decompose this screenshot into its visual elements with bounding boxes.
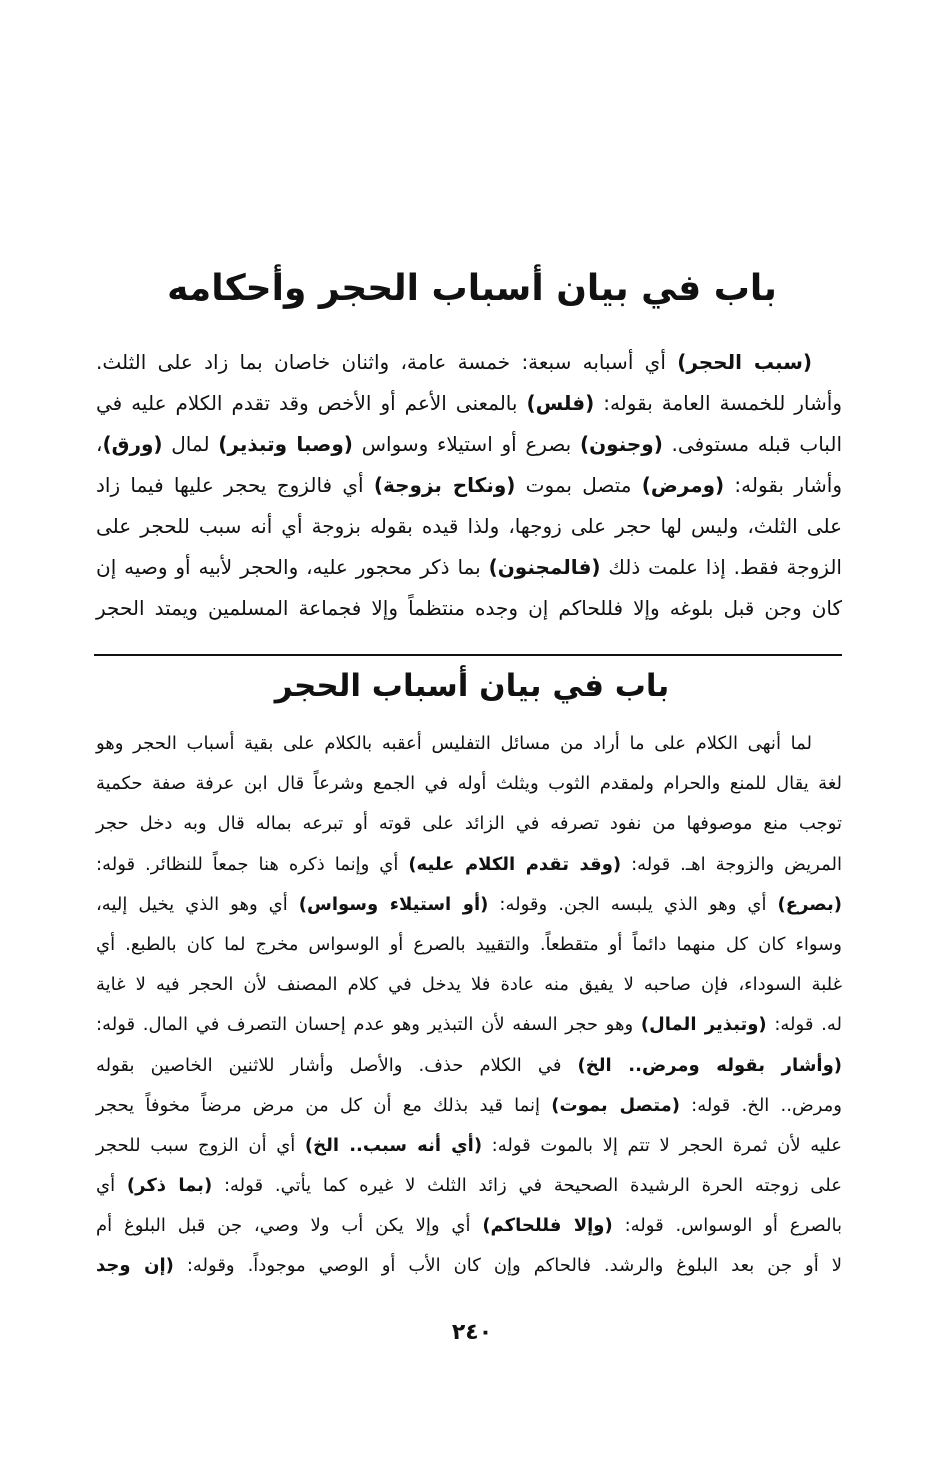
quoted-matn-text: (أي أنه سبب.. الخ): [304, 1134, 483, 1156]
text-segment: لا أو جن بعد البلوغ والرشد. فالحاكم وإن كان الأب أو الوصي موجوداً. وقوله:: [173, 1255, 842, 1277]
quoted-matn-text: (بصرع): [777, 893, 842, 915]
text-segment: بالمعنى الأعم أو الأخص وقد تقدم الكلام عليه في: [96, 391, 527, 415]
text-segment: أي وهو الذي يلبسه الجن. وقوله:: [488, 893, 778, 915]
quoted-matn-text: (وإلا فللحاكم): [482, 1215, 613, 1237]
text-segment: أي وهو الذي يخيل إليه،: [96, 893, 299, 915]
text-line: [96, 383, 842, 424]
quoted-matn-text: (وقد تقدم الكلام عليه): [408, 853, 622, 875]
page-number: ٢٤٠: [451, 1320, 493, 1345]
text-line: [96, 547, 842, 588]
text-line: [96, 1126, 842, 1166]
text-line: [96, 424, 842, 465]
quoted-matn-text: (وجنون): [579, 432, 663, 456]
text-segment: أي وإنما ذكره هنا جمعاً للنظائر. قوله:: [96, 853, 409, 875]
text-segment: الزوجة فقط. إذا علمت ذلك: [600, 555, 842, 579]
main-text: [96, 342, 842, 629]
quoted-matn-text: (بما ذكر): [126, 1175, 213, 1197]
quoted-matn-text: (متصل بموت): [551, 1094, 680, 1116]
text-segment: على الثلث، وليس لها حجر على زوجها، ولذا قيده بقوله بزوجة أي أنه سبب للحجر على: [96, 514, 842, 538]
text-segment: عليه لأن ثمرة الحجر لا تتم إلا بالموت قوله:: [482, 1134, 842, 1156]
text-line: [96, 1046, 842, 1086]
text-line: [96, 885, 842, 925]
chapter-title: باب في بيان أسباب الحجر وأحكامه: [167, 268, 777, 309]
text-segment: لما أنهى الكلام على ما أراد من مسائل التفليس أعقبه بالكلام على بقية أسباب الحجر وهو: [96, 733, 812, 754]
text-line: [96, 506, 842, 547]
text-segment: له. قوله:: [766, 1014, 842, 1036]
text-line: [96, 1086, 842, 1126]
text-segment: ومرض.. الخ. قوله:: [679, 1094, 842, 1116]
text-segment: بالصرع أو الوسواس. قوله:: [612, 1215, 842, 1237]
text-segment: وأشار بقوله:: [724, 473, 842, 497]
text-segment: لغة يقال للمنع والحرام ولمقدم الثوب ويثلث أوله في الجمع وشرعاً قال ابن عرفة صفة حكمية: [96, 773, 842, 795]
text-segment: غلبة السوداء، فإن صاحبه لا يفيق منه عادة فلا يدخل في كلام المصنف لأن الحجر فيه لا غاية: [96, 974, 842, 996]
text-line: [96, 342, 842, 383]
text-segment: كان وجن قبل بلوغه وإلا فللحاكم إن وجده منتظماً وإلا فجماعة المسلمين ويمتد الحجر: [96, 596, 842, 620]
text-segment: وهو حجر السفه لأن التبذير وهو عدم إحسان التصرف في المال. قوله:: [96, 1014, 641, 1036]
text-line: [96, 1166, 842, 1206]
text-line: [96, 925, 842, 965]
text-line: [96, 764, 842, 804]
text-line: [96, 724, 842, 764]
quoted-matn-text: (ورق): [102, 432, 163, 456]
text-segment: على زوجته الحرة الرشيدة الصحيحة في زائد الثلث لا غيره كما يأتي. قوله:: [212, 1175, 842, 1197]
text-segment: الباب قبله مستوفى.: [662, 432, 842, 456]
text-segment: بصرع أو استيلاء وسواس: [352, 432, 580, 456]
text-segment: ،: [96, 432, 103, 456]
text-line: [96, 965, 842, 1005]
text-line: [96, 1005, 842, 1045]
quoted-matn-text: (إن وجد: [96, 1255, 174, 1277]
quoted-matn-text: (وصبا وتبذير): [218, 432, 353, 456]
text-line: [96, 1246, 842, 1286]
quoted-matn-text: (ونكاح بزوجة): [373, 473, 516, 497]
text-line: [96, 1206, 842, 1246]
text-segment: وسواء كان كل منهما دائماً أو متقطعاً. والتقييد بالصرع أو الوسواس مخرج لما كان بالطبع. أي: [96, 933, 842, 955]
text-segment: إنما قيد بذلك مع أن كل من مرض مرضاً مخوفاً يحجر: [96, 1094, 552, 1116]
text-segment: لمال: [162, 432, 219, 456]
text-segment: أي وإلا يكن أب ولا وصي، جن قبل البلوغ أم: [96, 1215, 483, 1237]
text-line: [96, 804, 842, 844]
text-segment: في الكلام حذف. والأصل وأشار للاثنين الخاصين بقوله: [96, 1054, 578, 1076]
quoted-matn-text: (سبب الحجر): [677, 350, 813, 374]
text-segment: وأشار للخمسة العامة بقوله:: [594, 391, 842, 415]
text-segment: أي أسبابه سبعة: خمسة عامة، واثنان خاصان بما زاد على الثلث.: [96, 350, 678, 374]
text-segment: أي فالزوج يحجر عليها فيما زاد: [96, 473, 374, 497]
separator-rule: [94, 654, 842, 656]
quoted-matn-text: (أو استيلاء وسواس): [298, 893, 489, 915]
text-segment: بما ذكر محجور عليه، والحجر لأبيه أو وصيه إن: [96, 555, 489, 579]
text-line: [96, 588, 842, 629]
quoted-matn-text: (فلس): [526, 391, 595, 415]
text-segment: أي: [96, 1175, 127, 1197]
text-line: [96, 845, 842, 885]
text-segment: متصل بموت: [515, 473, 642, 497]
text-segment: أي أن الزوج سبب للحجر: [96, 1134, 305, 1156]
quoted-matn-text: (وتبذير المال): [640, 1014, 767, 1036]
commentary-text: [96, 724, 842, 1287]
quoted-matn-text: (ومرض): [641, 473, 725, 497]
text-segment: توجب منع موصوفها من نفود تصرفه في الزائد على قوته أو تبرعه بماله قال وبه دخل حجر: [96, 813, 842, 835]
quoted-matn-text: (فالمجنون): [488, 555, 601, 579]
text-line: [96, 465, 842, 506]
commentary-title: باب في بيان أسباب الحجر: [274, 668, 670, 704]
text-segment: المريض والزوجة اهـ. قوله:: [621, 853, 842, 875]
quoted-matn-text: (وأشار بقوله ومرض.. الخ): [577, 1054, 842, 1076]
